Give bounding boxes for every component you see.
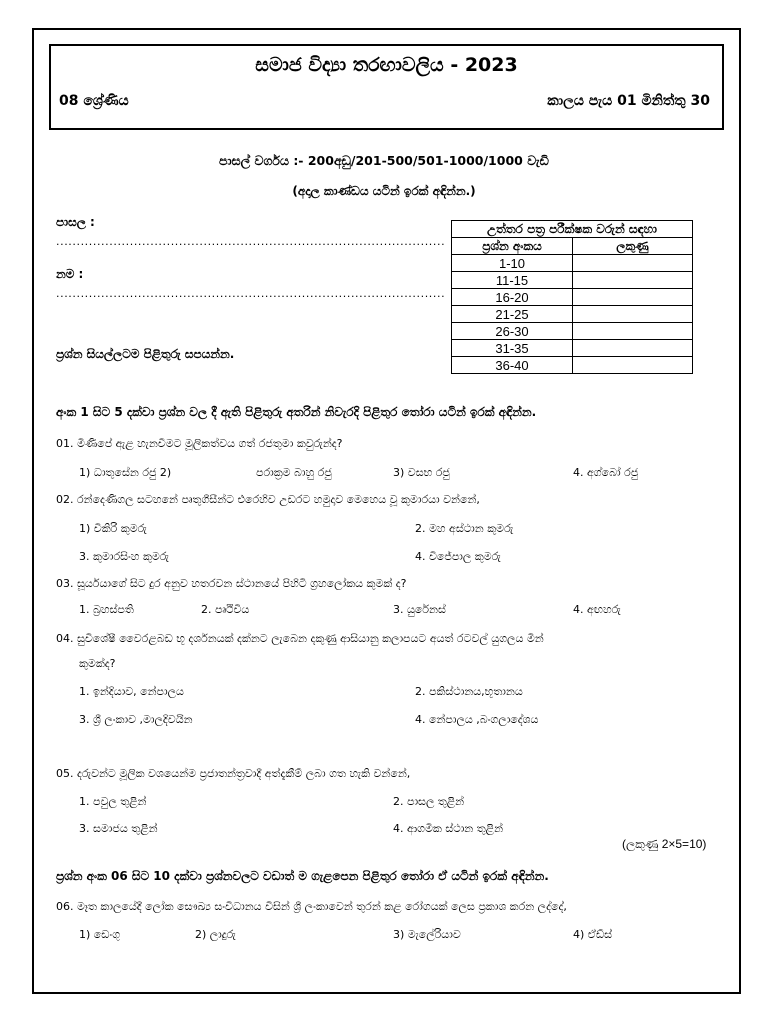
table-row <box>452 357 693 374</box>
question-2: 02. රන්දෙණිගල සටහනේ පෘතුගීසීන්ට එරෙහිව උඩරට හමුදාව මෙහෙය වූ කුමාරයා වන්නේ, <box>56 493 480 506</box>
question-range: 31-35 <box>452 340 573 357</box>
q6-option-4[interactable]: 4) ඒඩ්ස් <box>573 928 613 941</box>
exam-title: සමාජ විද්‍යා තරඟාවලිය - 2023 <box>255 54 518 76</box>
q3-option-3[interactable]: 3. යුරේනස් <box>393 603 446 616</box>
q5-option-1[interactable]: 1. පවුල තුළින් <box>79 795 147 808</box>
marks-cell[interactable] <box>573 357 693 374</box>
q2-option-4[interactable]: 4. විජේපාල කුමරු <box>415 550 501 563</box>
marks-table-caption: උත්තර පත්‍ර පරීක්ෂක වරුන් සඳහා <box>452 221 693 238</box>
q5-option-2[interactable]: 2. පාසල තුළින් <box>393 795 465 808</box>
marks-cell[interactable] <box>573 289 693 306</box>
question-1: 01. මිණිපේ ඇළ හැනවීමට මූලිකත්වය ගත් රජතුමා කවුරුන්ද? <box>56 437 343 450</box>
marks-cell[interactable] <box>573 340 693 357</box>
question-5: 05. දරුවන්ට මූලික වශයෙන්ම ප්‍රජාතන්ත්‍රවාදී අත්දැකීම් ලබා ගත හැකි වන්නේ, <box>56 767 411 780</box>
question-4-continued: කුමක්ද? <box>79 657 116 670</box>
q6-option-3[interactable]: 3) මැලේරියාව <box>393 928 461 941</box>
section1-marks-note: (ලකුණු 2×5=10) <box>622 837 707 851</box>
q4-option-4[interactable]: 4. නේපාලය ,බංගලාදේශය <box>415 713 539 726</box>
q6-option-1[interactable]: 1) ඩෙංගු <box>79 928 121 941</box>
time-allowed: කාලය පැය 01 මිනිත්තු 30 <box>547 93 710 109</box>
q5-option-4[interactable]: 4. ආගමික ස්ථාන තුළින් <box>393 822 503 835</box>
q2-option-1[interactable]: 1) විකිරි කුමරු <box>79 522 147 535</box>
examiner-marks-table <box>451 220 693 374</box>
q6-option-2[interactable]: 2) ලාදුරු <box>195 928 236 941</box>
school-category-line: පාසල් වර්ගය :- 200අඩු/201-500/501-1000/1000 වැඩි <box>219 153 549 168</box>
question-range: 21-25 <box>452 306 573 323</box>
marks-cell[interactable] <box>573 272 693 289</box>
q3-option-2[interactable]: 2. පෘථිවිය <box>201 603 250 616</box>
table-row <box>452 272 693 289</box>
marks-cell[interactable] <box>573 255 693 272</box>
q1-option-3[interactable]: 3) වසභ රජු <box>393 466 450 479</box>
q1-option-4[interactable]: 4. අග්බෝ රජු <box>573 466 639 479</box>
question-6: 06. මෑත කාලයේදී ලෝක සෞඛ්‍ය සංවිධානය විසින් ශ්‍රී ලංකාවෙන් තුරන් කළ රෝගයක් ලෙස ප්‍රකාශ කරන ලද්දේ, <box>56 900 567 913</box>
section2-heading: ප්‍රශ්න අංක 06 සිට 10 දක්වා ප්‍රශ්නවලට වඩාත් ම ගැළපෙන පිළිතුර තෝරා ඒ යටින් ඉරක් අඳින්න. <box>56 869 549 883</box>
school-label: පාසල : <box>56 215 95 229</box>
question-range: 36-40 <box>452 357 573 374</box>
name-label: නම : <box>56 267 84 281</box>
category-instruction: (අදාල කාණ්ඩය යටින් ඉරක් අඳින්න.) <box>292 184 476 198</box>
q4-option-1[interactable]: 1. ඉන්දියාව, නේපාලය <box>79 685 184 698</box>
question-range: 1-10 <box>452 255 573 272</box>
q1-option-1[interactable]: 1) ධාතුසේන රජු 2) <box>79 466 172 479</box>
table-row <box>452 323 693 340</box>
column-header-question: ප්‍රශ්න අංකය <box>452 238 573 255</box>
q3-option-4[interactable]: 4. අඟහරු <box>573 603 621 616</box>
column-header-marks: ලකුණු <box>573 238 693 255</box>
school-input-line[interactable]: ............................................................................................... <box>56 235 446 248</box>
q1-option-2[interactable]: පරාක්‍රම බාහු රජු <box>256 466 332 479</box>
marks-cell[interactable] <box>573 306 693 323</box>
exam-header <box>49 44 724 130</box>
q2-option-3[interactable]: 3. කුමාරසිංහ කුමරු <box>79 550 169 563</box>
q3-option-1[interactable]: 1. බ්‍රහස්පති <box>79 603 134 616</box>
question-3: 03. සූර්යයාගේ සිට දුර අනුව හතරවන ස්ථානයේ පිහිටි ග්‍රහලෝකය කුමක් ද? <box>56 577 407 590</box>
name-input-line[interactable]: ............................................................................................... <box>56 287 446 300</box>
q2-option-2[interactable]: 2. මහ අස්ථාන කුමරු <box>415 522 514 535</box>
marks-cell[interactable] <box>573 323 693 340</box>
question-range: 11-15 <box>452 272 573 289</box>
general-instruction: ප්‍රශ්න සියල්ලටම පිළිතුරු සපයන්න. <box>56 347 235 361</box>
question-range: 26-30 <box>452 323 573 340</box>
question-4: 04. සුවිශේෂී වෛරළබඩ භූ දර්ශනයක් දක්නට ලැබෙන දකුණු ආසියානු කලාපයට අයත් රටවල් යුගලය මින් <box>56 632 544 645</box>
table-row <box>452 289 693 306</box>
grade-label: 08 ශ්‍රේණිය <box>59 93 129 109</box>
table-row <box>452 340 693 357</box>
q5-option-3[interactable]: 3. සමාජය තුළින් <box>79 822 158 835</box>
question-range: 16-20 <box>452 289 573 306</box>
table-row <box>452 255 693 272</box>
q4-option-2[interactable]: 2. පකිස්ථානය,භූතානය <box>415 685 523 698</box>
section1-heading: අංක 1 සිට 5 දක්වා ප්‍රශ්න වල දී ඇති පිළිතුරු අතරින් නිවැරදි පිළිතුර තෝරා යටින් ඉරක් අඳින්න. <box>56 405 537 419</box>
q4-option-3[interactable]: 3. ශ්‍රී ලංකාව ,මාලදිවයින <box>79 713 193 726</box>
table-row <box>452 306 693 323</box>
